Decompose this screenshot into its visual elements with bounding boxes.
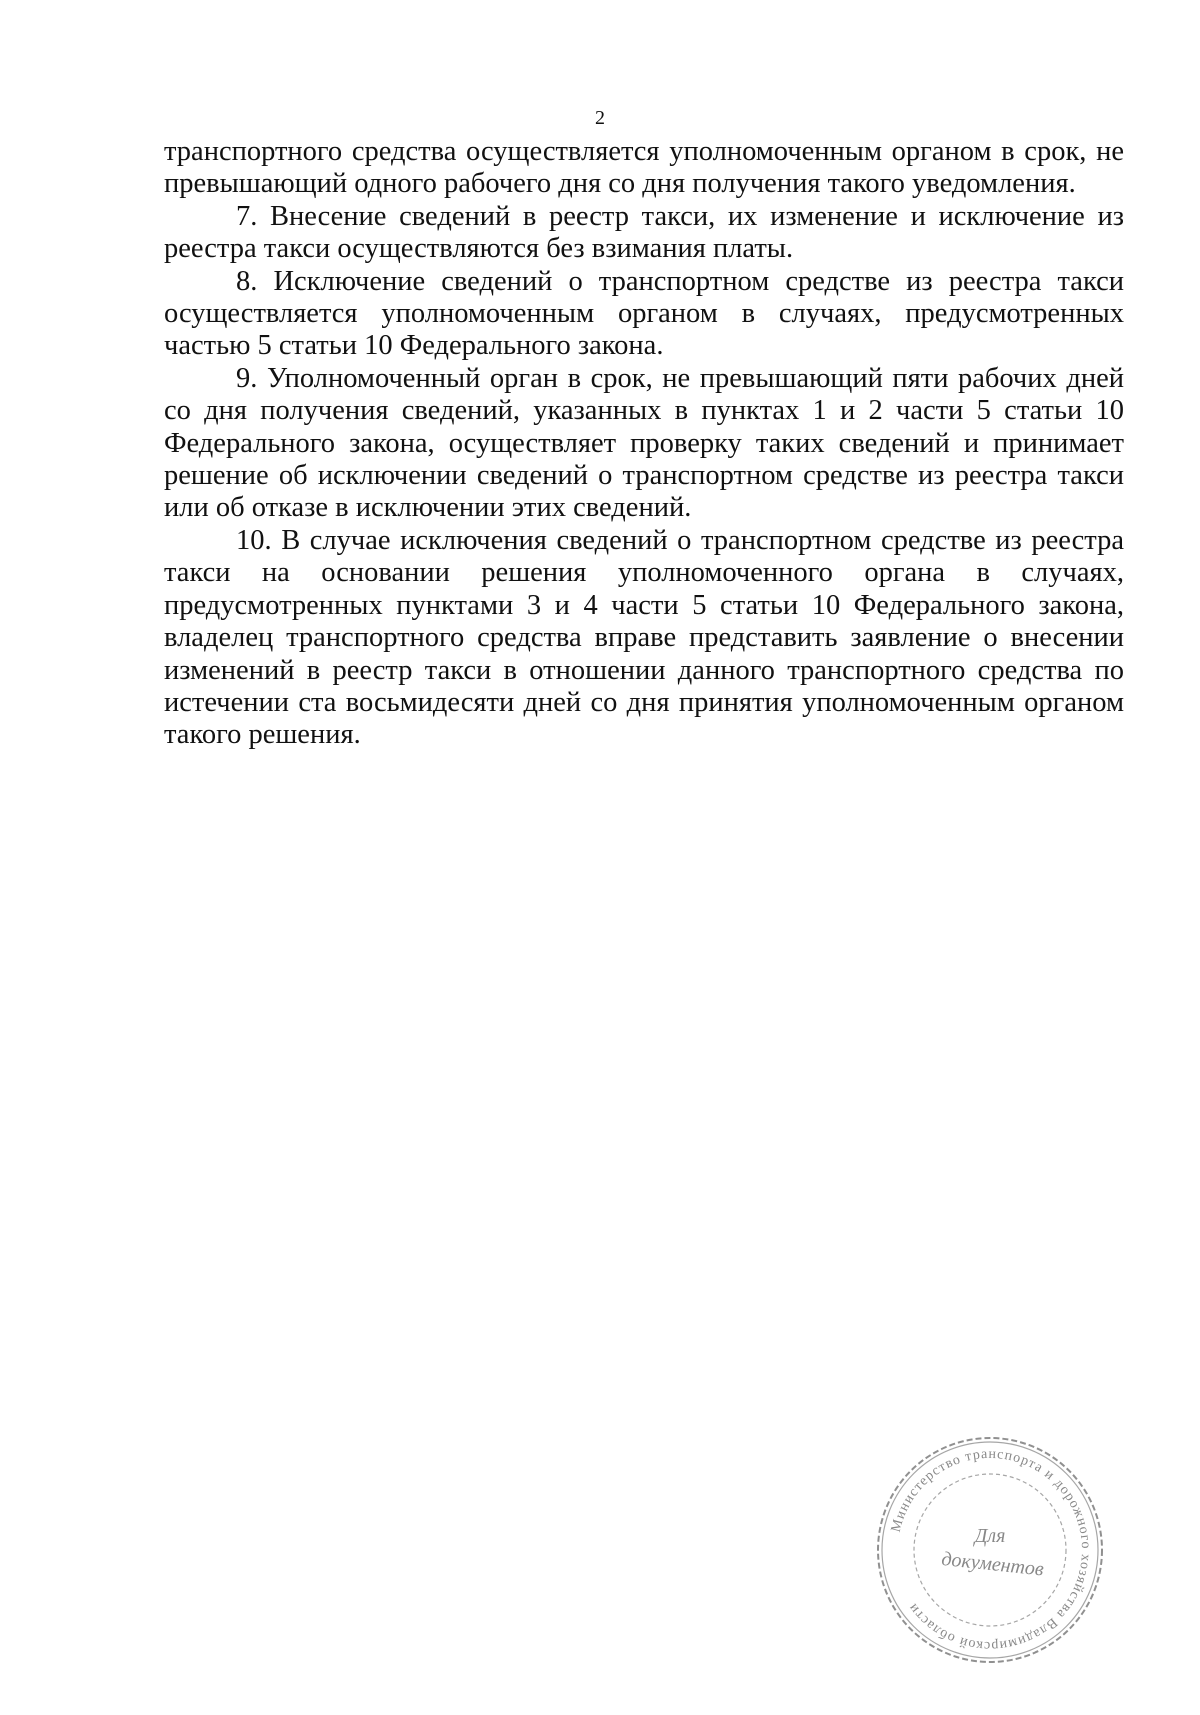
stamp-seal-icon <box>870 1430 1110 1670</box>
paragraph-continuation: транспортного средства осуществляется уполномоченным органом в срок, не превышающий одного рабочего дня со дня получения такого уведомления. <box>164 136 1124 200</box>
paragraph-item-10: 10. В случае исключения сведений о транспортном средстве из реестра такси на основании решения уполномоченного органа в случаях, предусмотренных пунктами 3 и 4 части 5 статьи 10 Федерального закона, владелец транспортного средства вправе представить заявление о внесении изменений в реестр такси в отношении данного транспортного средства по истечении ста восьмидесяти дней со дня принятия уполномоченным органом такого решения. <box>164 524 1124 751</box>
paragraph-item-7: 7. Внесение сведений в реестр такси, их изменение и исключение из реестра такси осуществляются без взимания платы. <box>164 200 1124 265</box>
document-body <box>164 136 1124 752</box>
page-number: 2 <box>595 107 605 129</box>
paragraph-item-9: 9. Уполномоченный орган в срок, не превышающий пяти рабочих дней со дня получения сведений, указанных в пунктах 1 и 2 части 5 статьи 10 Федерального закона, осуществляет проверку таких сведений и принимает решение об исключении сведений о транспортном средстве из реестра такси или об отказе в исключении этих сведений. <box>164 362 1124 524</box>
official-stamp <box>870 1430 1110 1670</box>
svg-text:Министерство транспорта и доро <box>889 1447 1093 1653</box>
stamp-center-line-1: Для <box>974 1525 1006 1547</box>
stamp-center-line-2: документов <box>940 1547 1045 1581</box>
paragraph-item-8: 8. Исключение сведений о транспортном средстве из реестра такси осуществляется уполномоченным органом в случаях, предусмотренных частью 5 статьи 10 Федерального закона. <box>164 265 1124 362</box>
stamp-ring-text: Министерство транспорта и дорожного хозяйства Владимирской области <box>888 1446 1094 1654</box>
